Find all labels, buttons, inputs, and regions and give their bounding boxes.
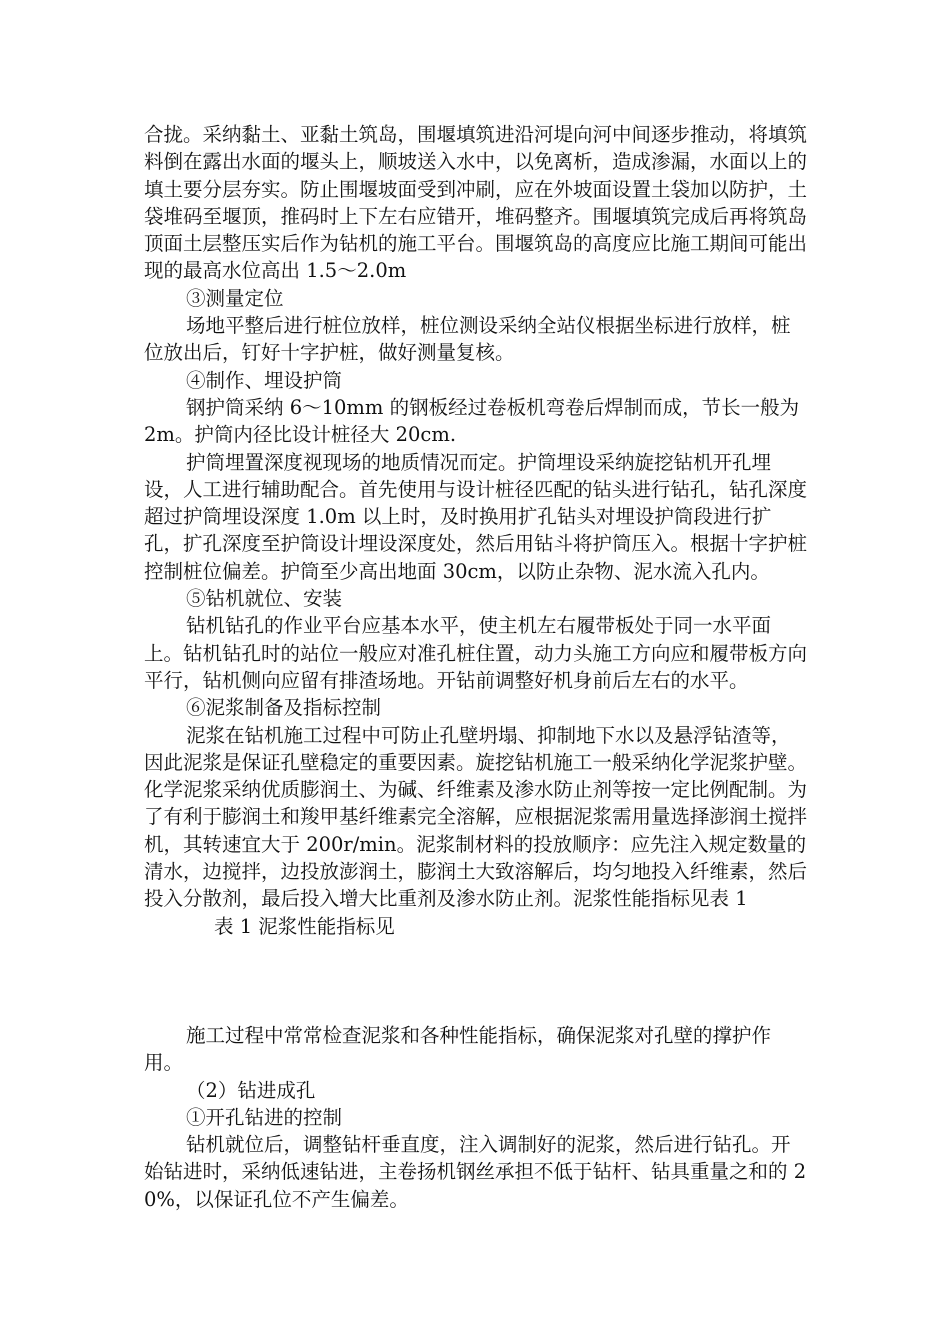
table-placeholder-space [144,940,809,1022]
paragraph-4: 护筒埋置深度视现场的地质情况而定。护筒埋设采纳旋挖钻机开孔埋设，人工进行辅助配合。首先使用与设计桩径匹配的钻头进行钻孔，钻孔深度超过护筒埋设深度 1.0m 以上时，及时换用扩孔钻头对埋设护筒段进行扩孔，扩孔深度至护筒设计埋设深度处，然后用钻斗将护筒压入。根据十字护桩控制桩位偏差。护筒至少高出地面 30cm，以防止杂物、泥水流入孔内。 [144,450,808,583]
paragraph-2: 场地平整后进行桩位放样，桩位测设采纳全站仪根据坐标进行放样，桩位放出后，钉好十字护桩，做好测量复核。 [144,314,791,365]
heading-casing: ④制作、埋设护筒 [186,368,343,392]
table-caption: 表 1 泥浆性能指标见 [214,914,395,938]
paragraph-7: 施工过程中常常检查泥浆和各种性能指标，确保泥浆对孔壁的撑护作用。 [144,1023,772,1075]
paragraph-8: 钻机就位后，调整钻杆垂直度，注入调制好的泥浆，然后进行钻孔。开始钻进时，采纳低速钻进，主卷扬机钢丝承担不低于钻杆、钻具重量之和的 20%，以保证孔位不产生偏差。 [144,1133,807,1211]
heading-drilling: （2）钻进成孔 [186,1078,316,1102]
heading-mud-preparation: ⑥泥浆制备及指标控制 [186,696,382,720]
paragraph-1: 合拢。采纳黏土、亚黏土筑岛，围堰填筑进沿河堤向河中间逐步推动，将填筑料倒在露出水面的堰头上，顺坡送入水中，以免离析，造成渗漏，水面以上的填土要分层夯实。防止围堰坡面受到冲刷，应在外坡面设置土袋加以防护，土袋堆码至堰顶，推码时上下左右应错开，堆码整齐。围堰填筑完成后再将筑岛顶面土层整压实后作为钻机的施工平台。围堰筑岛的高度应比施工期间可能出现的最高水位高出 1.5～2.0m [144,123,808,283]
heading-rig-positioning: ⑤钻机就位、安装 [186,587,343,611]
paragraph-5: 钻机钻孔的作业平台应基本水平，使主机左右履带板处于同一水平面上。钻机钻孔时的站位一般应对准孔桩住置，动力头施工方向应和履带板方向平行，钻机侧向应留有排渣场地。开钻前调整好机身前后左右的水平。 [144,614,808,692]
heading-opening-control: ①开孔钻进的控制 [186,1105,343,1129]
document-body [144,121,809,1213]
paragraph-3: 钢护筒采纳 6～10mm 的钢板经过卷板机弯卷后焊制而成，节长一般为 2m。护筒内径比设计桩径大 20cm. [144,395,800,447]
heading-surveying: ③测量定位 [186,286,284,310]
paragraph-6: 泥浆在钻机施工过程中可防止孔壁坍塌、抑制地下水以及悬浮钻渣等，因此泥浆是保证孔壁稳定的重要因素。旋挖钻机施工一般采纳化学泥浆护壁。化学泥浆采纳优质膨润土、为碱、纤维素及渗水防止剂等按一定比例配制。为了有利于膨润土和羧甲基纤维素完全溶解，应根据泥浆需用量选择澎润土搅拌机，其转速宜大于 200r/min。泥浆制材料的投放顺序：应先注入规定数量的清水，边搅拌，边投放澎润土，膨润土大致溶解后，均匀地投入纤维素，然后投入分散剂，最后投入增大比重剂及渗水防止剂。泥浆性能指标见表 1 [144,723,808,911]
